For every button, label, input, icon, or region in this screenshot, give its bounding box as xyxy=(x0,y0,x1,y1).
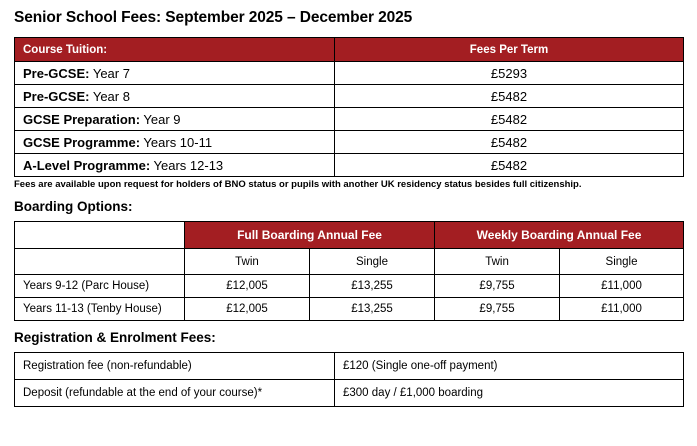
tuition-footnote: Fees are available upon request for holders of BNO status or pupils with another UK residency status besides full citizenship. xyxy=(14,179,582,190)
fee-cell: £5482 xyxy=(335,131,684,154)
table-row xyxy=(15,380,684,407)
course-label: Pre-GCSE: xyxy=(23,65,90,81)
course-cell xyxy=(15,131,335,154)
column-header-weekly-boarding: Weekly Boarding Annual Fee xyxy=(435,222,684,249)
boarding-full-single-fee: £13,255 xyxy=(310,275,435,298)
course-detail: Year 8 xyxy=(89,88,130,104)
deposit-value: £300 day / £1,000 boarding xyxy=(335,380,684,407)
registration-fee-value: £120 (Single one-off payment) xyxy=(335,353,684,380)
table-row xyxy=(15,62,684,85)
course-label: GCSE Preparation: xyxy=(23,111,141,127)
boarding-weekly-single-fee: £11,000 xyxy=(560,298,684,321)
table-row xyxy=(15,353,684,380)
column-header-full-boarding: Full Boarding Annual Fee xyxy=(185,222,435,249)
course-cell xyxy=(15,62,335,85)
boarding-full-twin-fee: £12,005 xyxy=(185,298,310,321)
course-cell xyxy=(15,85,335,108)
table-row xyxy=(15,85,684,108)
table-row xyxy=(15,108,684,131)
table-row xyxy=(15,154,684,177)
table-subheader-row xyxy=(15,249,684,275)
column-header-fees-per-term: Fees Per Term xyxy=(335,38,684,62)
registration-fees-heading: Registration & Enrolment Fees: xyxy=(14,330,216,345)
column-subheader-weekly-twin: Twin xyxy=(435,249,560,275)
course-label: Pre-GCSE: xyxy=(23,88,90,104)
boarding-row-label: Years 9-12 (Parc House) xyxy=(15,275,185,298)
fee-cell: £5293 xyxy=(335,62,684,85)
column-subheader-full-single: Single xyxy=(310,249,435,275)
boarding-options-heading: Boarding Options: xyxy=(14,199,133,214)
column-subheader-full-twin: Twin xyxy=(185,249,310,275)
boarding-weekly-twin-fee: £9,755 xyxy=(435,275,560,298)
boarding-corner-cell xyxy=(15,222,185,249)
course-detail: Years 12-13 xyxy=(150,157,224,173)
table-header-row xyxy=(15,38,684,62)
fees-document xyxy=(0,9,697,446)
table-row xyxy=(15,275,684,298)
column-header-course-tuition: Course Tuition: xyxy=(15,38,335,62)
boarding-weekly-single-fee: £11,000 xyxy=(560,275,684,298)
tuition-fees-table xyxy=(14,37,684,177)
boarding-weekly-twin-fee: £9,755 xyxy=(435,298,560,321)
table-row xyxy=(15,131,684,154)
fee-cell: £5482 xyxy=(335,85,684,108)
course-detail: Years 10-11 xyxy=(140,134,213,150)
boarding-row-label: Years 11-13 (Tenby House) xyxy=(15,298,185,321)
page-title: Senior School Fees: September 2025 – December 2025 xyxy=(14,9,413,26)
fee-cell: £5482 xyxy=(335,154,684,177)
boarding-full-single-fee: £13,255 xyxy=(310,298,435,321)
course-cell xyxy=(15,108,335,131)
boarding-subcorner-cell xyxy=(15,249,185,275)
boarding-options-table xyxy=(14,221,684,321)
deposit-label: Deposit (refundable at the end of your course)* xyxy=(15,380,335,407)
fee-cell: £5482 xyxy=(335,108,684,131)
registration-fee-label: Registration fee (non-refundable) xyxy=(15,353,335,380)
column-subheader-weekly-single: Single xyxy=(560,249,684,275)
boarding-full-twin-fee: £12,005 xyxy=(185,275,310,298)
table-group-header-row xyxy=(15,222,684,249)
table-row xyxy=(15,298,684,321)
course-detail: Year 9 xyxy=(140,111,181,127)
course-detail: Year 7 xyxy=(89,65,130,81)
registration-fees-table xyxy=(14,352,684,407)
course-cell xyxy=(15,154,335,177)
course-label: A-Level Programme: xyxy=(23,157,151,173)
course-label: GCSE Programme: xyxy=(23,134,141,150)
